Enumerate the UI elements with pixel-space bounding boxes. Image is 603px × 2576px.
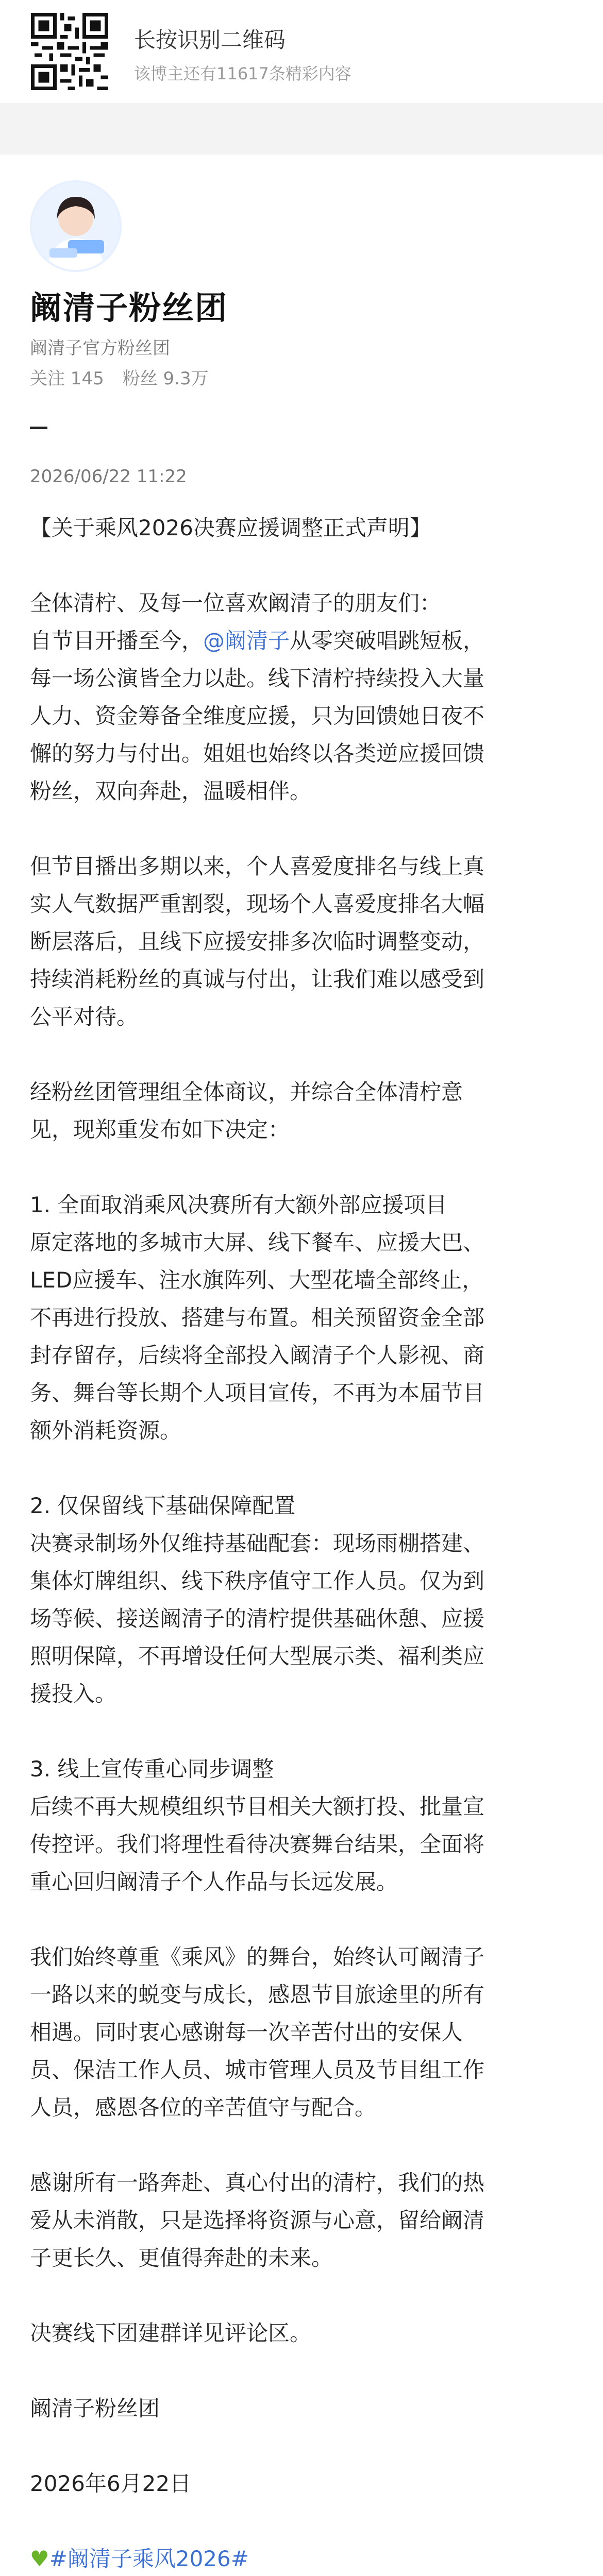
post-line: 爱从未消散，只是选择将资源与心意，留给阚清: [30, 2208, 485, 2233]
post-line-part: 自节目开播至今，: [30, 628, 204, 653]
post-line: 决赛录制场外仅维持基础配套：现场雨棚搭建、: [30, 1531, 485, 1556]
post-line: 【关于乘风2026决赛应援调整正式声明】: [30, 515, 431, 540]
post-body: [30, 509, 576, 2576]
avatar[interactable]: [30, 180, 122, 272]
post-line: LED应援车、注水旗阵列、大型花墙全部终止，: [30, 1267, 484, 1293]
post-line: 一路以来的蜕变与成长，感恩节目旅途里的所有: [30, 1982, 485, 2007]
blog-description: 阚清子官方粉丝团: [30, 338, 170, 359]
post-line: 封存留存，后续将全部投入阚清子个人影视、商: [30, 1343, 485, 1368]
post-date: 2026/06/22 11:22: [30, 466, 187, 487]
qr-code-icon[interactable]: [31, 13, 108, 90]
post-line: 人力、资金筹备全维度应援，只为回馈她日夜不: [30, 703, 485, 728]
follow-count[interactable]: 关注 145: [30, 368, 104, 389]
post-line: 断层落后，且线下应援安排多次临时调整变动，: [30, 929, 485, 954]
post-line: 每一场公演皆全力以赴。线下清柠持续投入大量: [30, 666, 485, 691]
topic-tag[interactable]: #阚清子乘风2026#: [49, 2546, 249, 2571]
post-line: 感谢所有一路奔赴、真心付出的清柠，我们的热: [30, 2170, 485, 2195]
green-heart-icon: ♥: [30, 2546, 49, 2571]
post-line: 照明保障，不再增设任何大型展示类、福利类应: [30, 1643, 485, 1669]
fans-count[interactable]: 粉丝 9.3万: [122, 368, 209, 389]
qr-prompt-title: 长按识别二维码: [134, 27, 286, 53]
post-line: 2. 仅保留线下基础保障配置: [30, 1493, 296, 1518]
post-line: 粉丝，双向奔赴，温暖相伴。: [30, 778, 312, 804]
qr-header: [0, 0, 603, 103]
post-signature-date: 2026年6月22日: [30, 2471, 192, 2496]
post-line: 懈的努力与付出。姐姐也始终以各类逆应援回馈: [30, 741, 485, 766]
post-line-part: 从零突破唱跳短板，: [290, 628, 485, 653]
mention-link[interactable]: @阚清子: [203, 628, 290, 653]
post-line: 额外消耗资源。: [30, 1418, 182, 1443]
post-line: 持续消耗粉丝的真诚与付出，让我们难以感受到: [30, 967, 485, 992]
post-line: 员、保洁工作人员、城市管理人员及节目组工作: [30, 2057, 485, 2082]
post-line: 务、舞台等长期个人项目宣传，不再为本届节目: [30, 1380, 485, 1405]
blog-stats: [30, 364, 209, 389]
post-line: 经粉丝团管理组全体商议，并综合全体清柠意: [30, 1079, 463, 1105]
post-line: 重心回归阚清子个人作品与长远发展。: [30, 1869, 398, 1894]
topic-line: [30, 2540, 576, 2576]
qr-prompt-subtitle: 该博主还有11617条精彩内容: [134, 64, 351, 83]
post-line: 但节目播出多期以来，个人喜爱度排名与线上真: [30, 854, 485, 879]
post-line: 后续不再大规模组织节目相关大额打投、批量宣: [30, 1794, 485, 1819]
divider: [30, 427, 47, 429]
post-line: 场等候、接送阚清子的清柠提供基础休憩、应援: [30, 1606, 485, 1631]
post-line: 传控评。我们将理性看待决赛舞台结果，全面将: [30, 1832, 485, 1857]
post-line: 决赛线下团建群详见评论区。: [30, 2320, 312, 2346]
post-line: 原定落地的多城市大屏、线下餐车、应援大巴、: [30, 1230, 485, 1255]
post-line: 实人气数据严重割裂，现场个人喜爱度排名大幅: [30, 891, 485, 917]
post-line: 人员，感恩各位的辛苦值守与配合。: [30, 2095, 377, 2120]
post-line: 援投入。: [30, 1681, 117, 1706]
post-line: 公平对待。: [30, 1004, 139, 1029]
post-line: 集体灯牌组织、线下秩序值守工作人员。仅为到: [30, 1568, 485, 1594]
post-line: 我们始终尊重《乘风》的舞台，始终认可阚清子: [30, 1944, 485, 1970]
post-line: 3. 线上宣传重心同步调整: [30, 1756, 274, 1782]
post-line: 不再进行投放、搭建与布置。相关预留资金全部: [30, 1305, 485, 1330]
post-line: [30, 622, 576, 659]
post-line: 子更长久、更值得奔赴的未来。: [30, 2245, 333, 2270]
post-signature: 阚清子粉丝团: [30, 2396, 160, 2421]
post-line: 见，现郑重发布如下决定：: [30, 1117, 290, 1142]
post-line: 相遇。同时衷心感谢每一次辛苦付出的安保人: [30, 2020, 463, 2045]
post-line: 1. 全面取消乘风决赛所有大额外部应援项目: [30, 1192, 447, 1217]
post-line: 全体清柠、及每一位喜欢阚清子的朋友们：: [30, 590, 442, 616]
blog-name[interactable]: 阚清子粉丝团: [30, 289, 228, 327]
